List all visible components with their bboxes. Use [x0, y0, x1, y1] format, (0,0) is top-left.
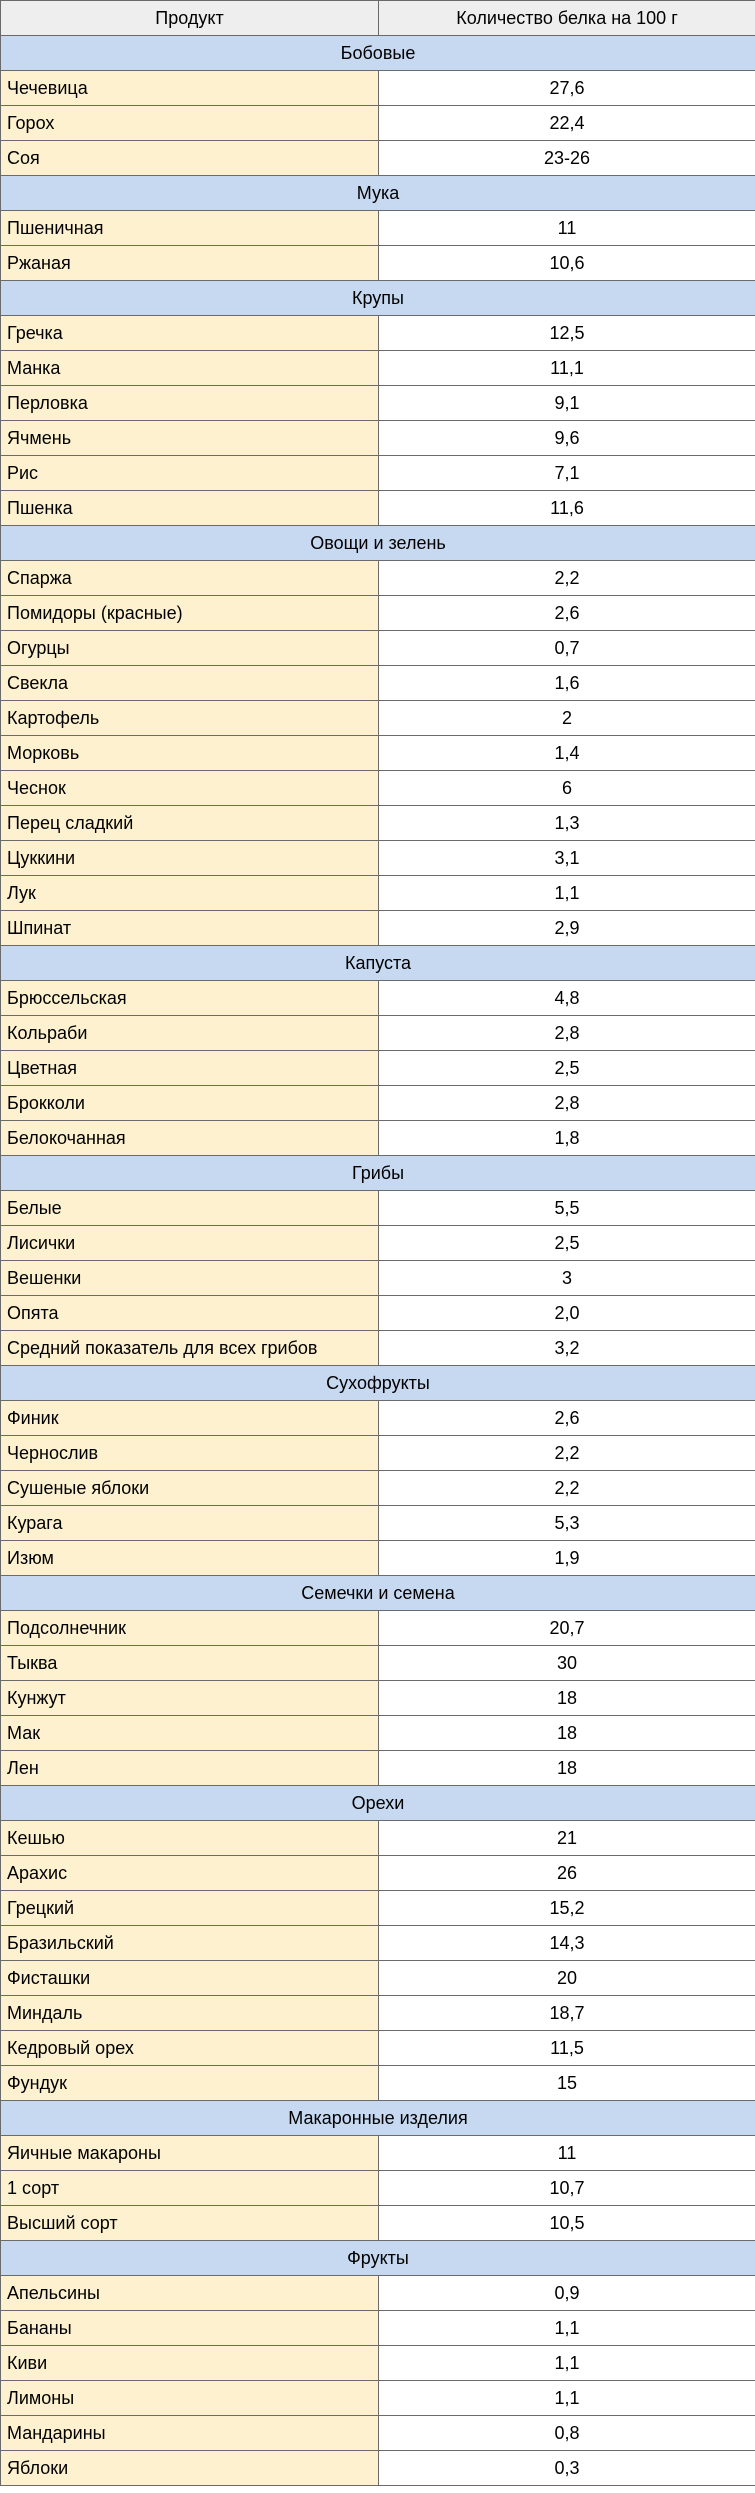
category-label: Грибы [1, 1156, 755, 1191]
protein-value: 11 [379, 211, 755, 246]
product-name: Цветная [1, 1051, 379, 1086]
table-row [1, 771, 755, 806]
category-label: Семечки и семена [1, 1576, 755, 1611]
protein-value: 1,3 [379, 806, 755, 841]
product-name: Яблоки [1, 2451, 379, 2486]
product-name: Бананы [1, 2311, 379, 2346]
protein-value: 3,1 [379, 841, 755, 876]
product-name: Апельсины [1, 2276, 379, 2311]
protein-value: 2,8 [379, 1086, 755, 1121]
table-row [1, 2031, 755, 2066]
table-row [1, 2136, 755, 2171]
table-row [1, 421, 755, 456]
product-name: Мак [1, 1716, 379, 1751]
category-row [1, 526, 755, 561]
product-name: Бразильский [1, 1926, 379, 1961]
protein-value: 0,7 [379, 631, 755, 666]
protein-value: 15,2 [379, 1891, 755, 1926]
table-row [1, 1191, 755, 1226]
table-row [1, 1506, 755, 1541]
protein-value: 2,2 [379, 561, 755, 596]
product-name: Грецкий [1, 1891, 379, 1926]
protein-value: 2,6 [379, 596, 755, 631]
product-name: Белокочанная [1, 1121, 379, 1156]
table-row [1, 631, 755, 666]
table-row [1, 1751, 755, 1786]
protein-value: 0,8 [379, 2416, 755, 2451]
table-row [1, 1611, 755, 1646]
protein-value: 20 [379, 1961, 755, 1996]
table-row [1, 1401, 755, 1436]
protein-value: 10,6 [379, 246, 755, 281]
product-name: Кедровый орех [1, 2031, 379, 2066]
product-name: Изюм [1, 1541, 379, 1576]
table-row [1, 1716, 755, 1751]
product-name: Гречка [1, 316, 379, 351]
product-name: Морковь [1, 736, 379, 771]
product-name: Лимоны [1, 2381, 379, 2416]
table-row [1, 1681, 755, 1716]
protein-value: 2,0 [379, 1296, 755, 1331]
table-row [1, 876, 755, 911]
product-name: Фундук [1, 2066, 379, 2101]
table-row [1, 316, 755, 351]
product-name: Ржаная [1, 246, 379, 281]
protein-value: 1,6 [379, 666, 755, 701]
table-row [1, 1961, 755, 1996]
table-row [1, 1121, 755, 1156]
header-protein: Количество белка на 100 г [379, 1, 755, 36]
table-row [1, 2276, 755, 2311]
table-row [1, 1891, 755, 1926]
table-row [1, 561, 755, 596]
protein-value: 11,6 [379, 491, 755, 526]
protein-value: 2,2 [379, 1471, 755, 1506]
header-row [1, 1, 755, 36]
category-label: Макаронные изделия [1, 2101, 755, 2136]
table-body [1, 36, 755, 2486]
product-name: Опята [1, 1296, 379, 1331]
protein-value: 10,5 [379, 2206, 755, 2241]
product-name: Белые [1, 1191, 379, 1226]
category-row [1, 2101, 755, 2136]
protein-value: 18 [379, 1751, 755, 1786]
product-name: Помидоры (красные) [1, 596, 379, 631]
product-name: Фисташки [1, 1961, 379, 1996]
table-row [1, 1646, 755, 1681]
product-name: Тыква [1, 1646, 379, 1681]
protein-value: 2 [379, 701, 755, 736]
table-row [1, 596, 755, 631]
protein-value: 9,6 [379, 421, 755, 456]
table-row [1, 2381, 755, 2416]
protein-value: 20,7 [379, 1611, 755, 1646]
protein-value: 0,9 [379, 2276, 755, 2311]
category-row [1, 1576, 755, 1611]
protein-value: 11 [379, 2136, 755, 2171]
category-row [1, 1156, 755, 1191]
protein-value: 11,1 [379, 351, 755, 386]
product-name: Картофель [1, 701, 379, 736]
table-row [1, 666, 755, 701]
product-name: 1 сорт [1, 2171, 379, 2206]
protein-value: 1,1 [379, 2381, 755, 2416]
table-row [1, 701, 755, 736]
category-row [1, 36, 755, 71]
table-row [1, 1331, 755, 1366]
category-label: Сухофрукты [1, 1366, 755, 1401]
product-name: Цуккини [1, 841, 379, 876]
category-row [1, 2241, 755, 2276]
protein-value: 2,5 [379, 1226, 755, 1261]
category-label: Капуста [1, 946, 755, 981]
table-row [1, 1051, 755, 1086]
category-label: Овощи и зелень [1, 526, 755, 561]
protein-value: 3 [379, 1261, 755, 1296]
product-name: Брюссельская [1, 981, 379, 1016]
protein-value: 22,4 [379, 106, 755, 141]
table-row [1, 1226, 755, 1261]
protein-value: 1,1 [379, 2311, 755, 2346]
protein-value: 11,5 [379, 2031, 755, 2066]
category-row [1, 1366, 755, 1401]
table-row [1, 351, 755, 386]
product-name: Манка [1, 351, 379, 386]
table-row [1, 981, 755, 1016]
protein-value: 6 [379, 771, 755, 806]
product-name: Ячмень [1, 421, 379, 456]
category-label: Фрукты [1, 2241, 755, 2276]
protein-value: 10,7 [379, 2171, 755, 2206]
protein-value: 2,8 [379, 1016, 755, 1051]
table-row [1, 2451, 755, 2486]
protein-value: 12,5 [379, 316, 755, 351]
product-name: Огурцы [1, 631, 379, 666]
protein-value: 2,2 [379, 1436, 755, 1471]
product-name: Брокколи [1, 1086, 379, 1121]
table-row [1, 106, 755, 141]
category-row [1, 176, 755, 211]
product-name: Чеснок [1, 771, 379, 806]
product-name: Чечевица [1, 71, 379, 106]
product-name: Миндаль [1, 1996, 379, 2031]
category-row [1, 946, 755, 981]
product-name: Перец сладкий [1, 806, 379, 841]
table-row [1, 1471, 755, 1506]
protein-value: 7,1 [379, 456, 755, 491]
table-row [1, 1261, 755, 1296]
table-row [1, 2171, 755, 2206]
table-row [1, 2346, 755, 2381]
table-row [1, 911, 755, 946]
header-product: Продукт [1, 1, 379, 36]
category-label: Орехи [1, 1786, 755, 1821]
protein-value: 15 [379, 2066, 755, 2101]
product-name: Средний показатель для всех грибов [1, 1331, 379, 1366]
table-row [1, 71, 755, 106]
protein-value: 3,2 [379, 1331, 755, 1366]
product-name: Сушеные яблоки [1, 1471, 379, 1506]
product-name: Свекла [1, 666, 379, 701]
product-name: Арахис [1, 1856, 379, 1891]
table-row [1, 246, 755, 281]
product-name: Лук [1, 876, 379, 911]
table-row [1, 1541, 755, 1576]
product-name: Финик [1, 1401, 379, 1436]
table-row [1, 211, 755, 246]
product-name: Перловка [1, 386, 379, 421]
protein-value: 4,8 [379, 981, 755, 1016]
table-row [1, 2311, 755, 2346]
protein-value: 2,9 [379, 911, 755, 946]
table-row [1, 2206, 755, 2241]
product-name: Мандарины [1, 2416, 379, 2451]
product-name: Кольраби [1, 1016, 379, 1051]
product-name: Шпинат [1, 911, 379, 946]
product-name: Вешенки [1, 1261, 379, 1296]
protein-value: 5,3 [379, 1506, 755, 1541]
protein-value: 1,4 [379, 736, 755, 771]
protein-value: 26 [379, 1856, 755, 1891]
table-row [1, 1856, 755, 1891]
table-row [1, 2066, 755, 2101]
table-row [1, 1436, 755, 1471]
protein-value: 27,6 [379, 71, 755, 106]
protein-value: 1,1 [379, 876, 755, 911]
product-name: Киви [1, 2346, 379, 2381]
category-row [1, 281, 755, 316]
table-row [1, 456, 755, 491]
table-row [1, 1086, 755, 1121]
category-label: Мука [1, 176, 755, 211]
protein-value: 2,6 [379, 1401, 755, 1436]
product-name: Рис [1, 456, 379, 491]
protein-value: 9,1 [379, 386, 755, 421]
product-name: Чернослив [1, 1436, 379, 1471]
protein-value: 14,3 [379, 1926, 755, 1961]
table-row [1, 1016, 755, 1051]
product-name: Лен [1, 1751, 379, 1786]
category-label: Бобовые [1, 36, 755, 71]
product-name: Курага [1, 1506, 379, 1541]
product-name: Яичные макароны [1, 2136, 379, 2171]
table-row [1, 491, 755, 526]
protein-value: 18 [379, 1681, 755, 1716]
protein-value: 5,5 [379, 1191, 755, 1226]
product-name: Соя [1, 141, 379, 176]
protein-value: 21 [379, 1821, 755, 1856]
table-row [1, 1296, 755, 1331]
table-row [1, 806, 755, 841]
product-name: Высший сорт [1, 2206, 379, 2241]
protein-value: 30 [379, 1646, 755, 1681]
product-name: Горох [1, 106, 379, 141]
protein-value: 18,7 [379, 1996, 755, 2031]
table-row [1, 1821, 755, 1856]
category-row [1, 1786, 755, 1821]
protein-value: 18 [379, 1716, 755, 1751]
protein-value: 2,5 [379, 1051, 755, 1086]
product-name: Спаржа [1, 561, 379, 596]
product-name: Кунжут [1, 1681, 379, 1716]
category-label: Крупы [1, 281, 755, 316]
product-name: Кешью [1, 1821, 379, 1856]
table-row [1, 1926, 755, 1961]
table-row [1, 141, 755, 176]
table-row [1, 1996, 755, 2031]
product-name: Пшеничная [1, 211, 379, 246]
product-name: Подсолнечник [1, 1611, 379, 1646]
protein-value: 1,1 [379, 2346, 755, 2381]
protein-value: 0,3 [379, 2451, 755, 2486]
product-name: Пшенка [1, 491, 379, 526]
table-row [1, 736, 755, 771]
product-name: Лисички [1, 1226, 379, 1261]
table-row [1, 841, 755, 876]
protein-value: 1,8 [379, 1121, 755, 1156]
table-row [1, 386, 755, 421]
protein-value: 23-26 [379, 141, 755, 176]
protein-value: 1,9 [379, 1541, 755, 1576]
table-row [1, 2416, 755, 2451]
